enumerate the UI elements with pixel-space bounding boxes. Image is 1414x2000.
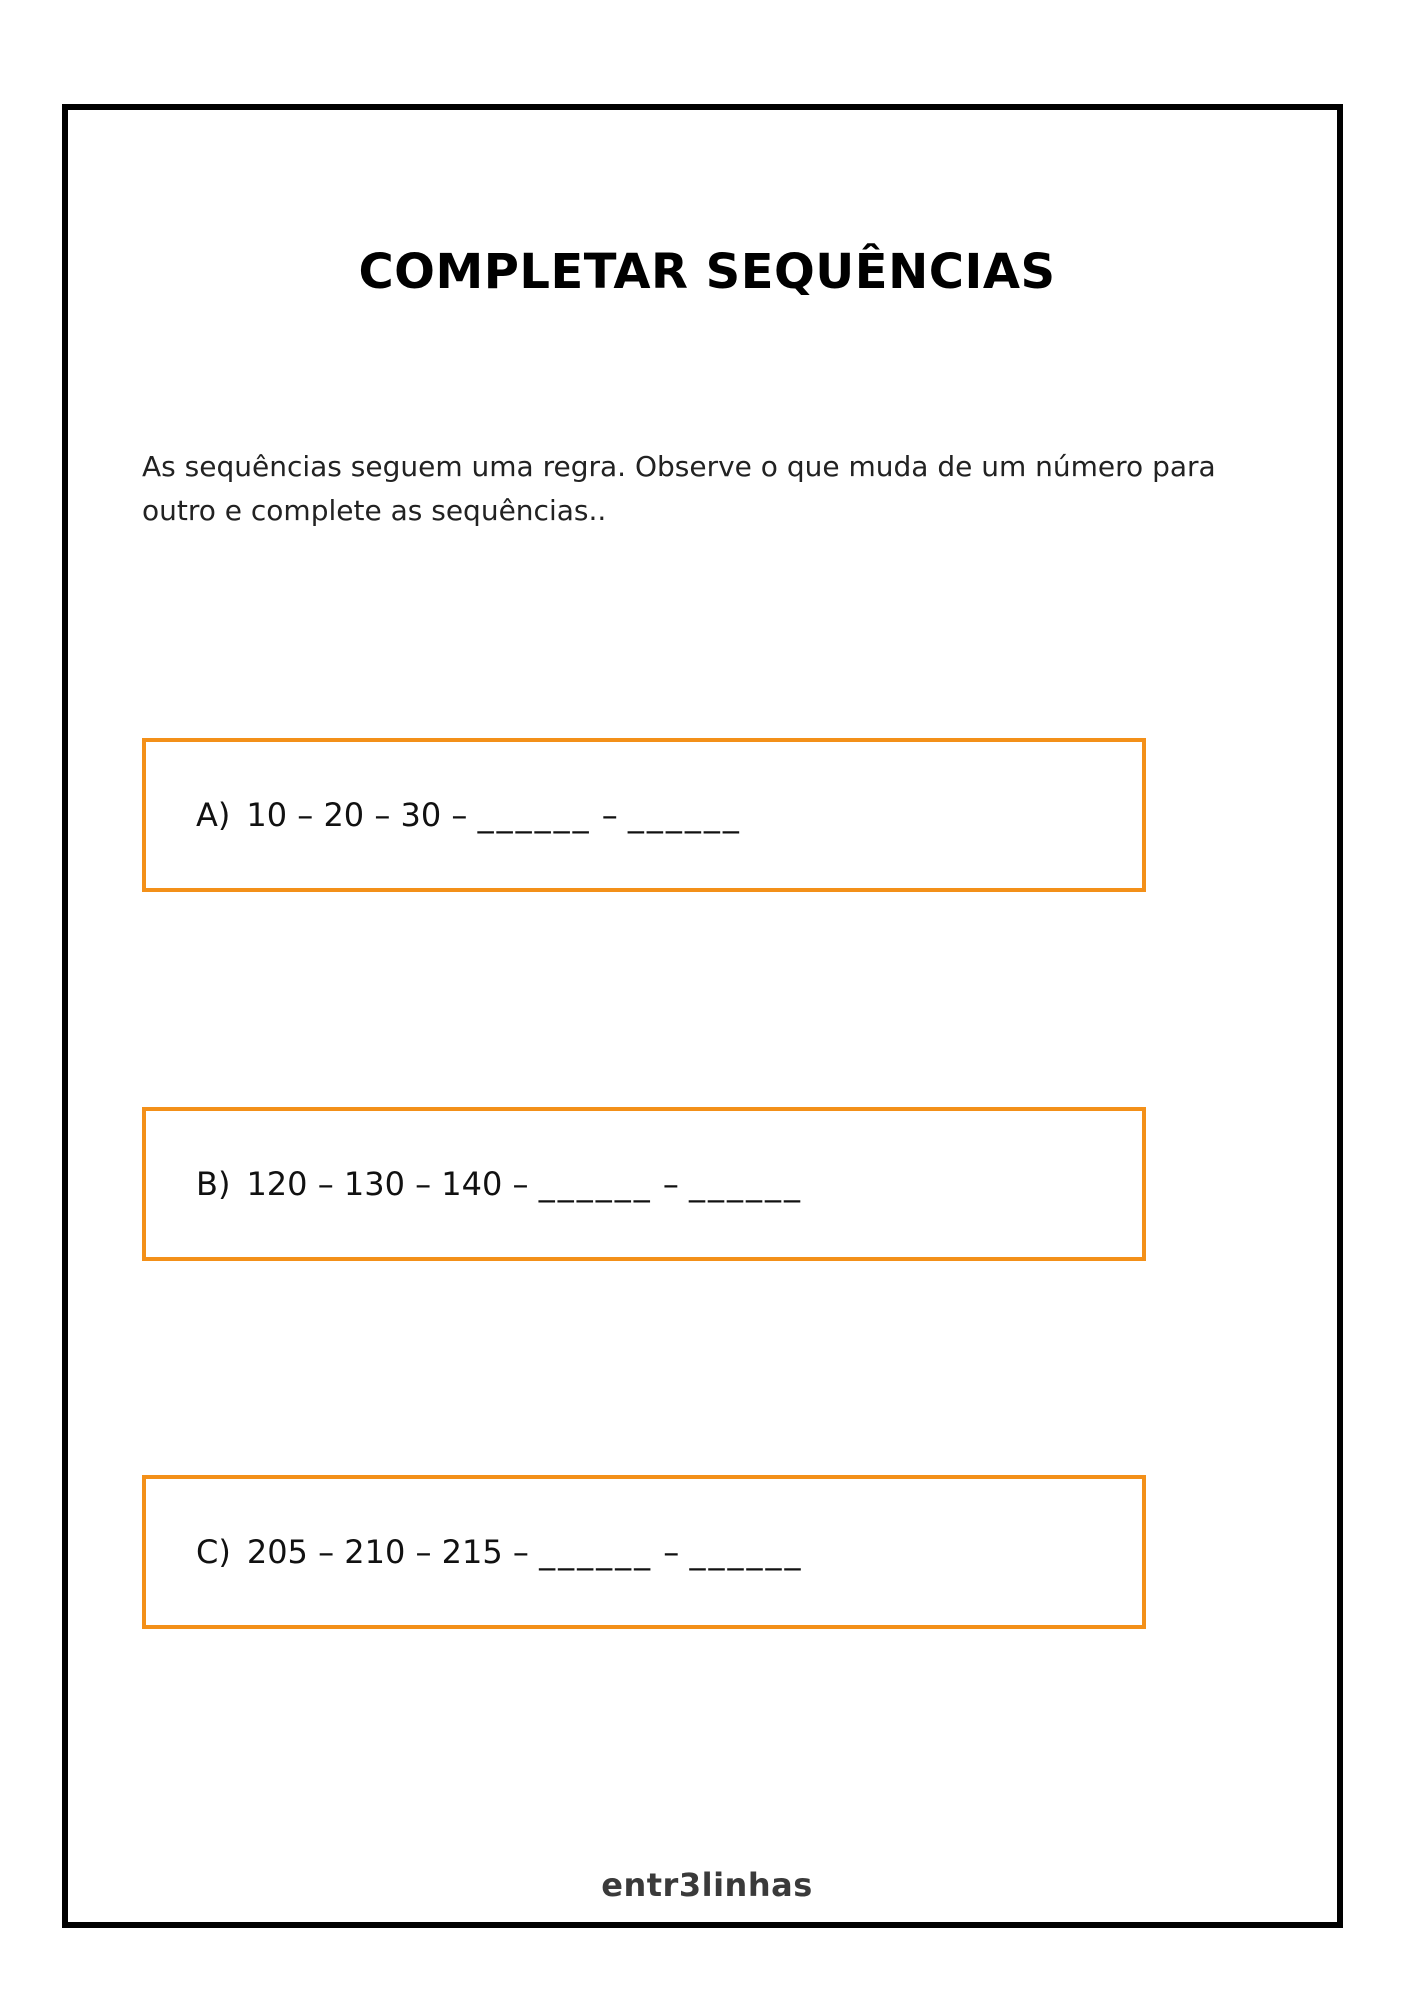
answer-blank-1[interactable]: ______ (477, 796, 592, 834)
sequence-numbers: 120 – 130 – 140 – (246, 1165, 529, 1203)
answer-blank-2[interactable]: ______ (689, 1165, 804, 1203)
sequence-letter: C) (196, 1533, 231, 1571)
answer-blank-1[interactable]: ______ (539, 1533, 654, 1571)
sequence-separator: – (663, 1533, 680, 1571)
sequence-letter: A) (196, 796, 231, 834)
sequence-numbers: 10 – 20 – 30 – (246, 796, 468, 834)
sequence-numbers: 205 – 210 – 215 – (246, 1533, 529, 1571)
answer-blank-2[interactable]: ______ (627, 796, 742, 834)
answer-blank-2[interactable]: ______ (689, 1533, 804, 1571)
sequence-box-a (142, 738, 1146, 892)
sequence-letter: B) (196, 1165, 231, 1203)
sequence-separator: – (601, 796, 618, 834)
page-frame (62, 104, 1343, 1928)
answer-blank-1[interactable]: ______ (538, 1165, 653, 1203)
sequence-box-b (142, 1107, 1146, 1261)
sequence-separator: – (662, 1165, 679, 1203)
page-title: COMPLETAR SEQUÊNCIAS (358, 244, 1056, 300)
sequence-box-c (142, 1475, 1146, 1629)
instructions-text: As sequências seguem uma regra. Observe o que muda de um número para outro e complete as sequências.. (142, 450, 1216, 527)
brand-logo: entr3linhas (601, 1866, 813, 1904)
